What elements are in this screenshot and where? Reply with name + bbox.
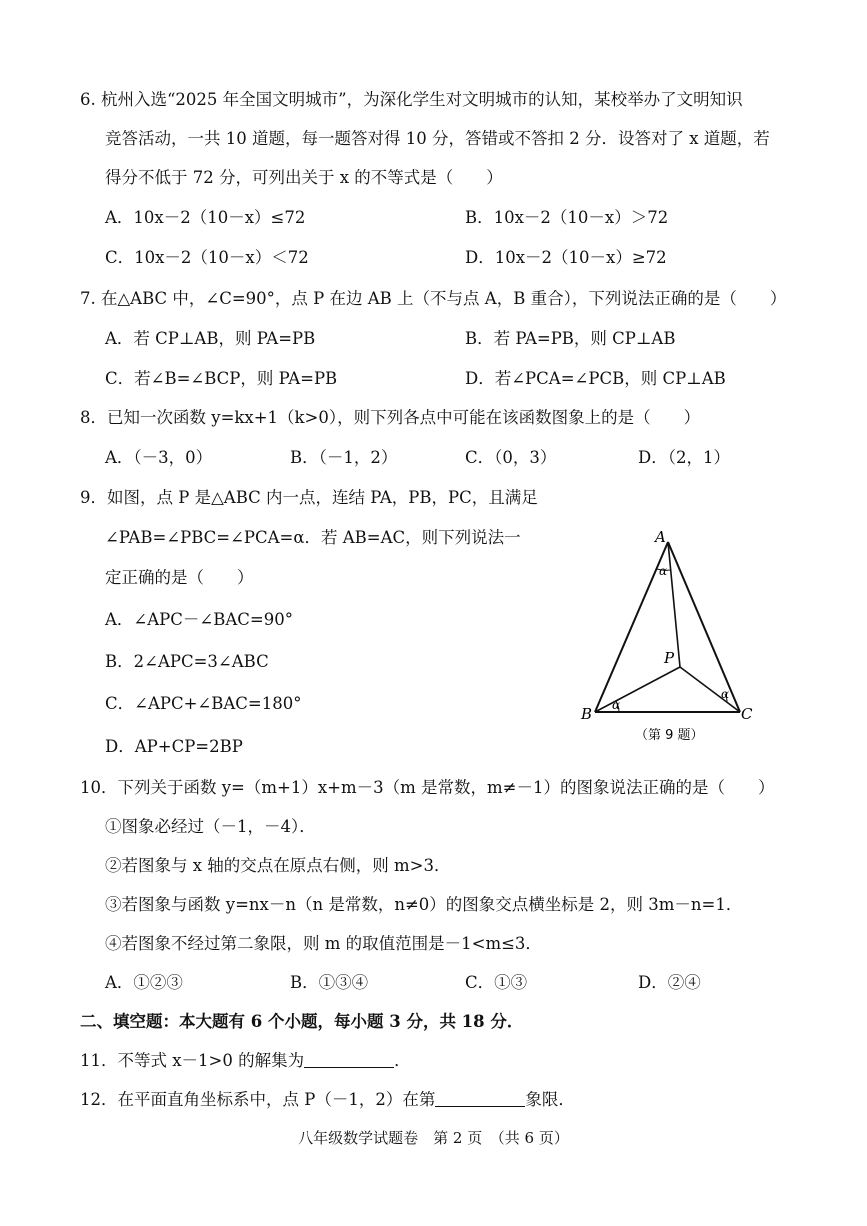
alpha-b: α bbox=[612, 698, 621, 712]
q12 bbox=[80, 1086, 575, 1110]
q8-option-a: A．（－3，0） bbox=[105, 448, 213, 467]
q8-option-c: C．（0，3） bbox=[465, 448, 557, 467]
q9-line2: ∠PAB=∠PBC=∠PCA=α．若 AB=AC，则下列说法一 bbox=[105, 528, 521, 547]
q10-statement-1: ①图象必经过（－1，－4）． bbox=[105, 817, 316, 836]
q6-line2: 竞答活动，一共 10 道题，每一题答对得 10 分，答错或不答扣 2 分．设答对了 x 道题，若 bbox=[105, 129, 770, 148]
label-c: C bbox=[741, 705, 753, 723]
q9-line3: 定正确的是（ ） bbox=[105, 568, 254, 587]
q10-option-c: C．①③ bbox=[465, 973, 528, 992]
page-footer: 八年级数学试题卷 第 2 页 （共 6 页） bbox=[298, 1129, 569, 1147]
q9-option-b: B．2∠APC=3∠ABC bbox=[105, 652, 269, 671]
q6-line1: 6. 杭州入选“2025 年全国文明城市”，为深化学生对文明城市的认知，某校举办了文明知识 bbox=[80, 90, 743, 109]
q11-text-end: ． bbox=[394, 1051, 411, 1070]
q8-line1: 8．已知一次函数 y=kx+1（k>0），则下列各点中可能在该函数图象上的是（ ） bbox=[80, 408, 701, 427]
segment-ac bbox=[668, 542, 740, 712]
q8-option-b: B．（－1，2） bbox=[290, 448, 398, 467]
q7-option-c: C．若∠B=∠BCP，则 PA=PB bbox=[105, 369, 338, 388]
q7-option-b: B．若 PA=PB，则 CP⊥AB bbox=[465, 329, 676, 348]
q11-text: 11．不等式 x－1>0 的解集为 bbox=[80, 1051, 305, 1070]
q9-option-c: C．∠APC+∠BAC=180° bbox=[105, 694, 302, 713]
q10-option-b: B．①③④ bbox=[290, 973, 369, 992]
alpha-c: α bbox=[721, 687, 730, 701]
q12-text-end: 象限． bbox=[525, 1090, 575, 1109]
q9-line1: 9．如图，点 P 是△ABC 内一点，连结 PA，PB，PC，且满足 bbox=[80, 488, 538, 507]
label-p: P bbox=[664, 649, 675, 667]
q9-figure bbox=[575, 525, 765, 747]
figure-caption: （第 9 题） bbox=[635, 728, 704, 743]
q8-option-d: D．（2，1） bbox=[638, 448, 730, 467]
label-b: B bbox=[581, 705, 593, 723]
q6-option-a: A．10x－2（10－x）≤72 bbox=[105, 208, 306, 227]
q10-option-d: D．②④ bbox=[638, 973, 701, 992]
q9-option-a: A．∠APC－∠BAC=90° bbox=[105, 610, 293, 629]
q9-option-d: D．AP+CP=2BP bbox=[105, 737, 243, 756]
q6-option-d: D．10x－2（10－x）≥72 bbox=[465, 248, 667, 267]
q7-line1: 7. 在△ABC 中，∠C=90°，点 P 在边 AB 上（不与点 A，B 重合），下列说法正确的是（ ） bbox=[80, 289, 787, 308]
q7-option-a: A．若 CP⊥AB，则 PA=PB bbox=[105, 329, 316, 348]
label-a: A bbox=[655, 528, 666, 546]
segment-pb bbox=[595, 667, 680, 712]
q6-option-b: B．10x－2（10－x）＞72 bbox=[465, 208, 669, 227]
q11 bbox=[80, 1047, 411, 1071]
q10-statement-3: ③若图象与函数 y=nx－n（n 是常数，n≠0）的图象交点横坐标是 2，则 3m－n=1． bbox=[105, 895, 743, 914]
q10-statement-2: ②若图象与 x 轴的交点在原点右侧，则 m>3． bbox=[105, 856, 451, 875]
q11-answer-blank[interactable] bbox=[304, 1051, 394, 1069]
q12-answer-blank[interactable] bbox=[435, 1090, 525, 1108]
q10-line1: 10．下列关于函数 y=（m+1）x+m－3（m 是常数，m≠－1）的图象说法正确的是（ ） bbox=[80, 778, 775, 797]
q6-line3: 得分不低于 72 分，可列出关于 x 的不等式是（ ） bbox=[105, 168, 503, 187]
section-2-heading: 二、填空题：本大题有 6 个小题，每小题 3 分，共 18 分． bbox=[80, 1012, 524, 1031]
q7-option-d: D．若∠PCA=∠PCB，则 CP⊥AB bbox=[465, 369, 726, 388]
q10-statement-4: ④若图象不经过第二象限，则 m 的取值范围是－1<m≤3． bbox=[105, 934, 542, 953]
alpha-a: α bbox=[659, 564, 668, 578]
q6-option-c: C．10x－2（10－x）＜72 bbox=[105, 248, 309, 267]
q10-option-a: A．①②③ bbox=[105, 973, 183, 992]
segment-ab bbox=[595, 542, 668, 712]
q12-text: 12．在平面直角坐标系中，点 P（－1，2）在第 bbox=[80, 1090, 436, 1109]
